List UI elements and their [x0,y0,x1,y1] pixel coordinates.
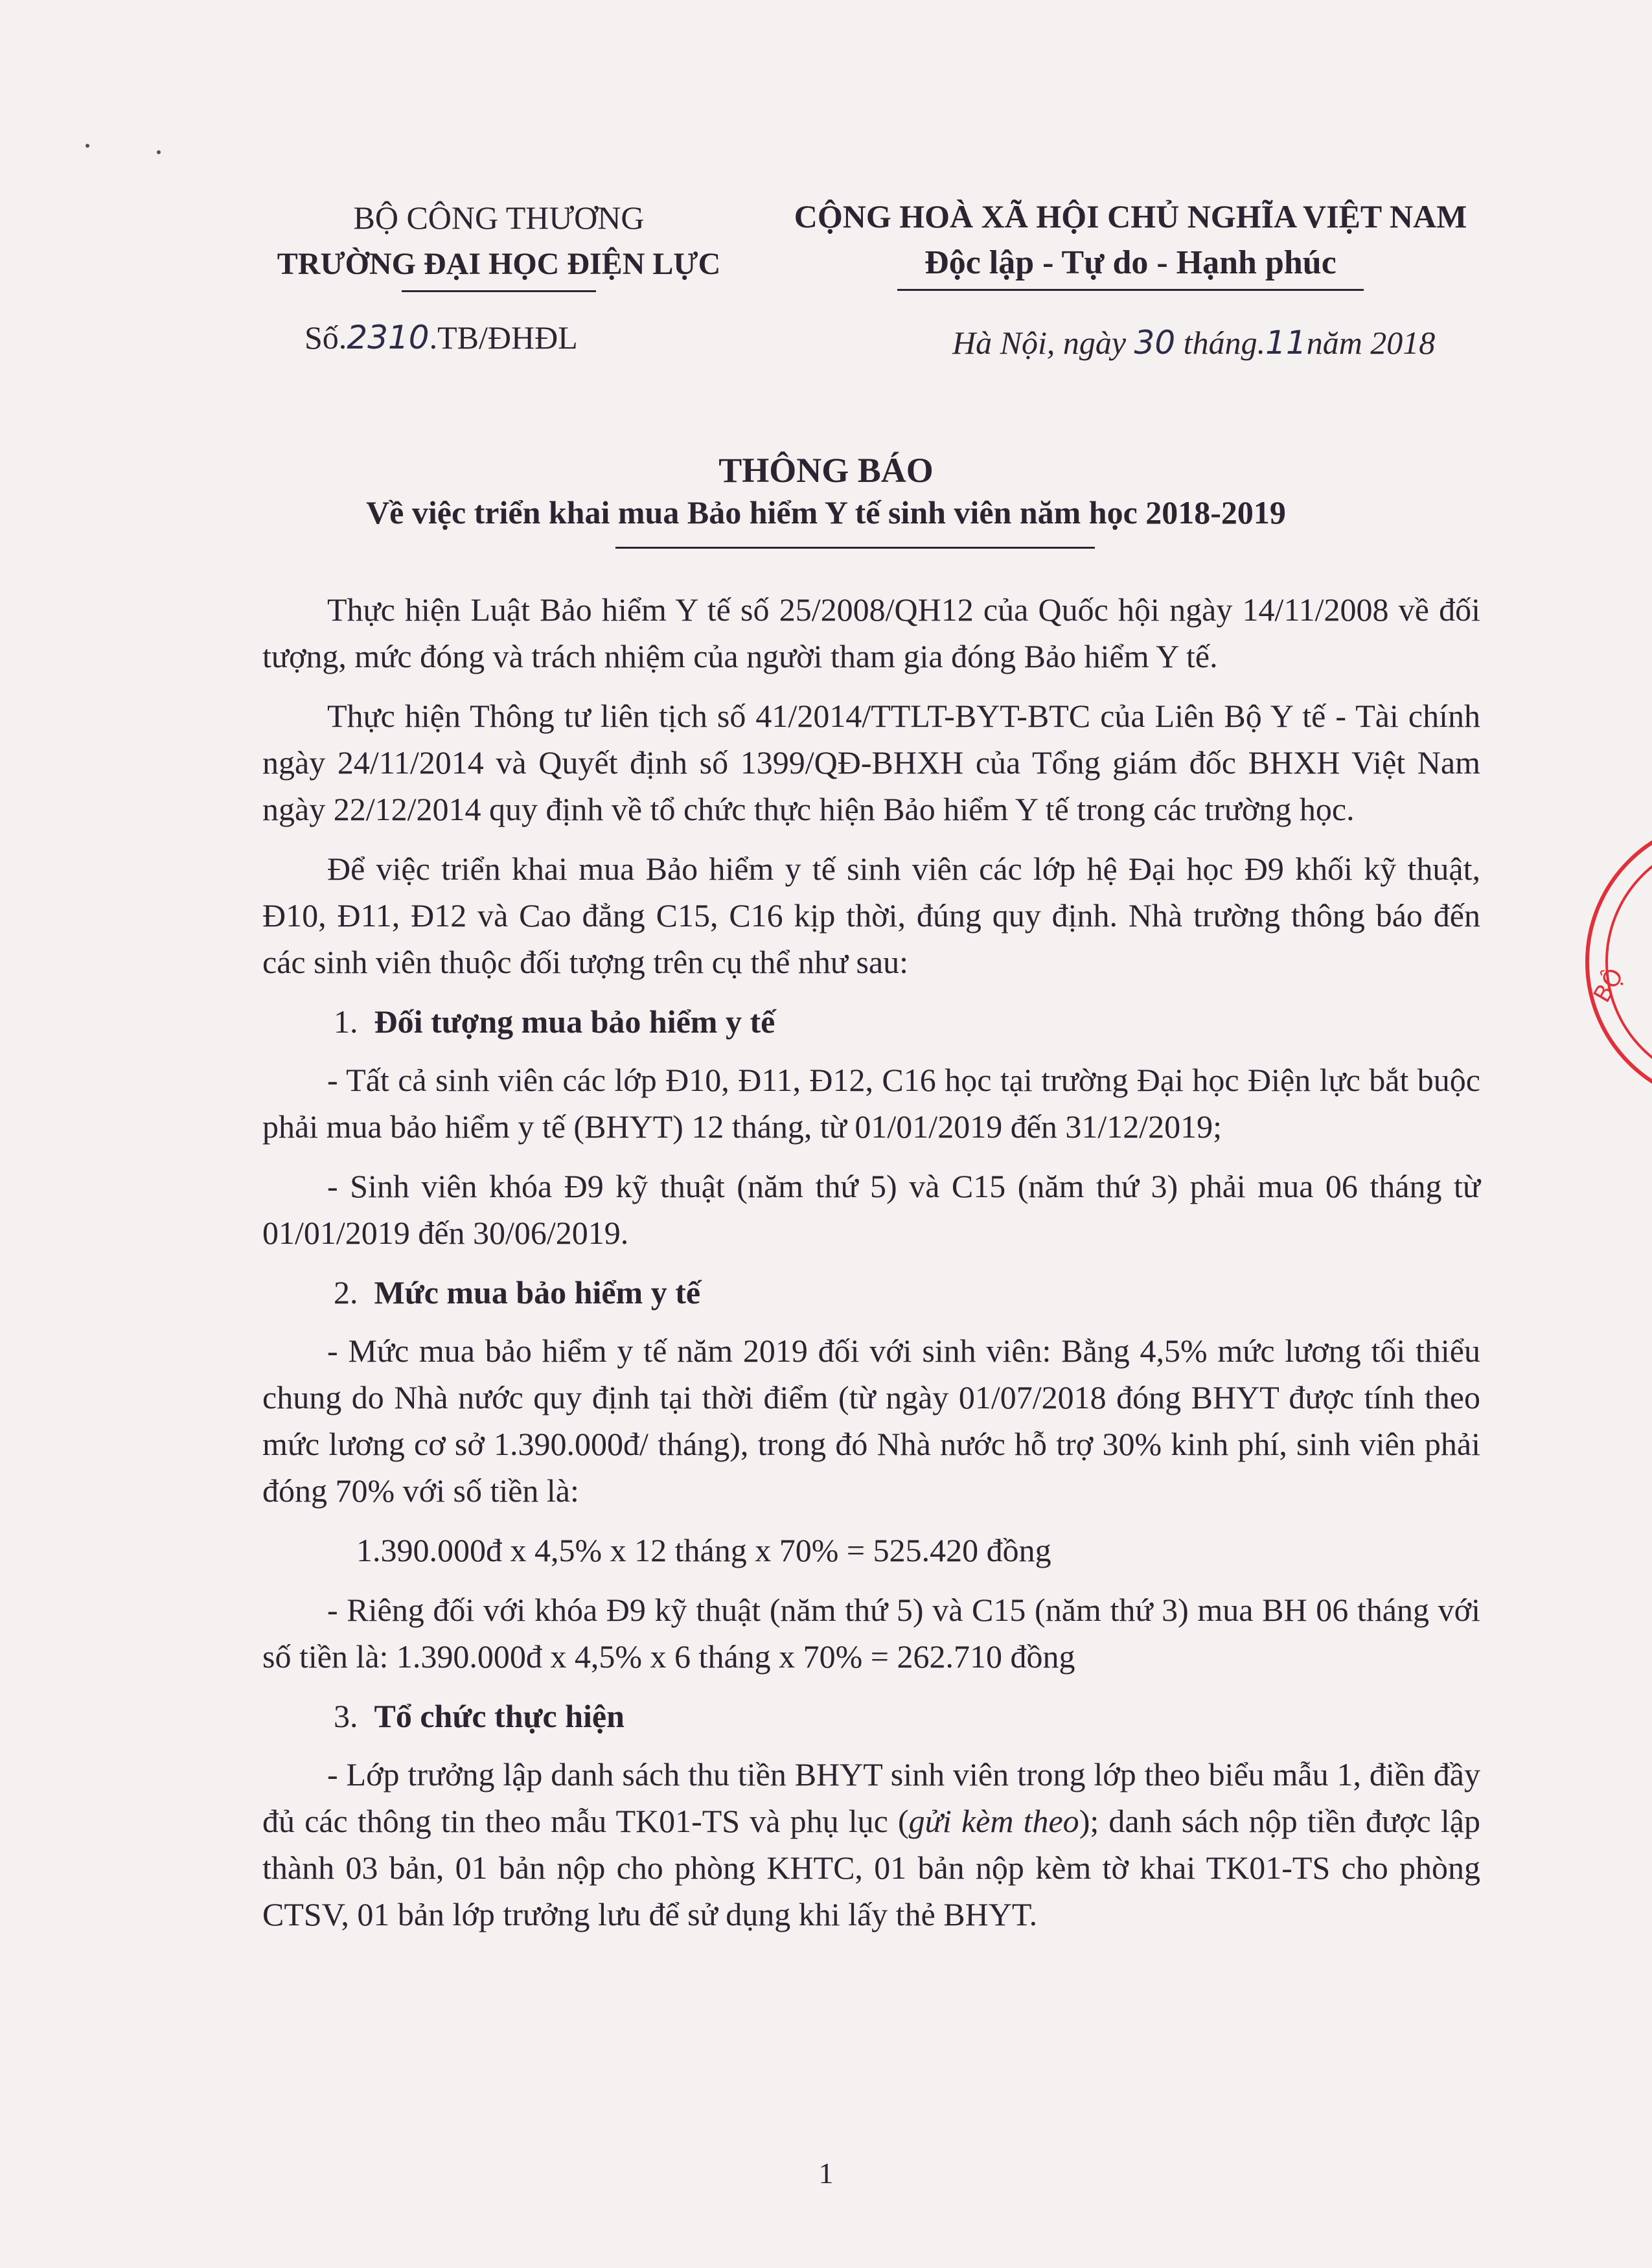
motto-underline [897,289,1364,291]
national-motto: Độc lập - Tự do - Hạnh phúc [924,244,1337,281]
section-3-text-a: - Lớp trưởng lập danh sách thu tiền BHYT sinh viên trong lớp theo biểu mẫu 1, điền đầy đủ các thông tin theo mẫu TK01-TS và phụ lục [262,1756,1480,1839]
issuer-header [214,194,784,292]
notice-subtitle: Về việc triển khai mua Bảo hiểm Y tế sinh viên năm học 2018-2019 [366,494,1286,531]
notice-title: THÔNG BÁO [718,451,934,490]
section-3-title: Tổ chức thực hiện [374,1698,625,1734]
section-2-heading [262,1269,1480,1316]
document-date [952,324,1435,361]
date-place: Hà Nội, ngày [952,325,1134,361]
section-2-item-3: - Riêng đối với khóa Đ9 kỹ thuật (năm thứ 5) và C15 (năm thứ 3) mua BH 06 tháng với số tiền là: 1.390.000đ x 4,5% x 6 tháng x 70% = 262.710 đồng [262,1592,1480,1675]
issuer-underline [402,290,596,292]
date-year: năm 2018 [1306,325,1436,361]
document-body [262,586,1480,1951]
paragraph-law: Thực hiện Luật Bảo hiểm Y tế số 25/2008/QH12 của Quốc hội ngày 14/11/2008 về đối tượng, mức đóng và trách nhiệm của người tham gia đóng Bảo hiểm Y tế. [262,591,1480,674]
date-month-label: tháng. [1175,325,1266,361]
number-suffix: .TB/ĐHĐL [429,319,578,356]
section-1-item-1: - Tất cả sinh viên các lớp Đ10, Đ11, Đ12, C16 học tại trường Đại học Điện lực bắt buộc phải mua bảo hiểm y tế (BHYT) 12 tháng, từ 01/01/2019 đến 31/12/2019; [262,1062,1480,1145]
paragraph-circular: Thực hiện Thông tư liên tịch số 41/2014/TTLT-BYT-BTC của Liên Bộ Y tế - Tài chính ngày 24/11/2014 và Quyết định số 1399/QĐ-BHXH của Tổng giám đốc BHXH Việt Nam ngày 22/12/2014 quy định về tổ chức thực hiện Bảo hiểm Y tế trong các trường học. [262,698,1480,827]
paragraph-purpose: Để việc triển khai mua Bảo hiểm y tế sinh viên các lớp hệ Đại học Đ9 khối kỹ thuật, Đ10, Đ11, Đ12 và Cao đẳng C15, C16 kịp thời, đúng quy định. Nhà trường thông báo đến các sinh viên thuộc đối tượng trên cụ thể như sau: [262,851,1480,980]
handwritten-month: 11 [1265,324,1307,361]
section-3-heading [262,1693,1480,1739]
section-2-item-1: - Mức mua bảo hiểm y tế năm 2019 đối với sinh viên: Bằng 4,5% mức lương tối thiểu chung do Nhà nước quy định tại thời điểm (từ ngày 01/07/2018 đóng BHYT được tính theo mức lương cơ sở 1.390.000đ/ tháng), trong đó Nhà nước hỗ trợ 30% kinh phí, sinh viên phải đóng 70% với số tiền là: [262,1333,1480,1509]
section-3-attachment-note: gửi kèm theo [908,1803,1079,1839]
section-1-item-2: - Sinh viên khóa Đ9 kỹ thuật (năm thứ 5) và C15 (năm thứ 3) phải mua 06 tháng từ 01/01/2019 đến 30/06/2019. [262,1168,1480,1251]
section-2-title: Mức mua bảo hiểm y tế [374,1274,701,1311]
number-prefix: Số. [304,319,347,356]
handwritten-number: 2310 [347,319,430,356]
section-1-heading [262,998,1480,1045]
section-2-calculation: 1.390.000đ x 4,5% x 12 tháng x 70% = 525.420 đồng [356,1532,1051,1568]
document-number [304,319,578,356]
scan-speck [157,150,161,154]
national-header [758,193,1503,291]
section-1-number: 1. [334,1003,358,1040]
section-3-item-1: - Lớp trưởng lập danh sách thu tiền BHYT sinh viên trong lớp theo biểu mẫu 1, điền đầy đủ các thông tin theo mẫu TK01-TS và phụ lục (gửi kèm theo); danh sách nộp tiền được lập thành 03 bản, 01 bản nộp cho phòng KHTC, 01 bản nộp kèm tờ khai TK01-TS cho phòng CTSV, 01 bản lớp trưởng lưu để sử dụng khi lấy thẻ BHYT. [262,1756,1480,1932]
section-3-number: 3. [334,1698,358,1734]
svg-text:BỘ: BỘ [1589,964,1629,1007]
handwritten-day: 30 [1134,324,1176,361]
school-name: TRƯỜNG ĐẠI HỌC ĐIỆN LỰC [277,247,721,281]
section-1-title: Đối tượng mua bảo hiểm y tế [374,1003,775,1040]
republic-name: CỘNG HOÀ XÃ HỘI CHỦ NGHĨA VIỆT NAM [794,198,1467,235]
red-seal-stamp [1581,810,1652,1114]
subtitle-underline [615,547,1095,549]
ministry-name: BỘ CÔNG THƯƠNG [353,200,645,236]
section-3-text-b: ; danh sách nộp tiền được lập thành 03 bản, 01 bản nộp cho phòng KHTC, 01 bản nộp kèm tờ khai TK01-TS cho phòng CTSV, 01 bản lớp trưởng lưu để sử dụng khi lấy thẻ BHYT. [262,1803,1480,1932]
scan-speck [86,144,89,148]
section-2-number: 2. [334,1274,358,1311]
page-number: 1 [818,2157,834,2190]
